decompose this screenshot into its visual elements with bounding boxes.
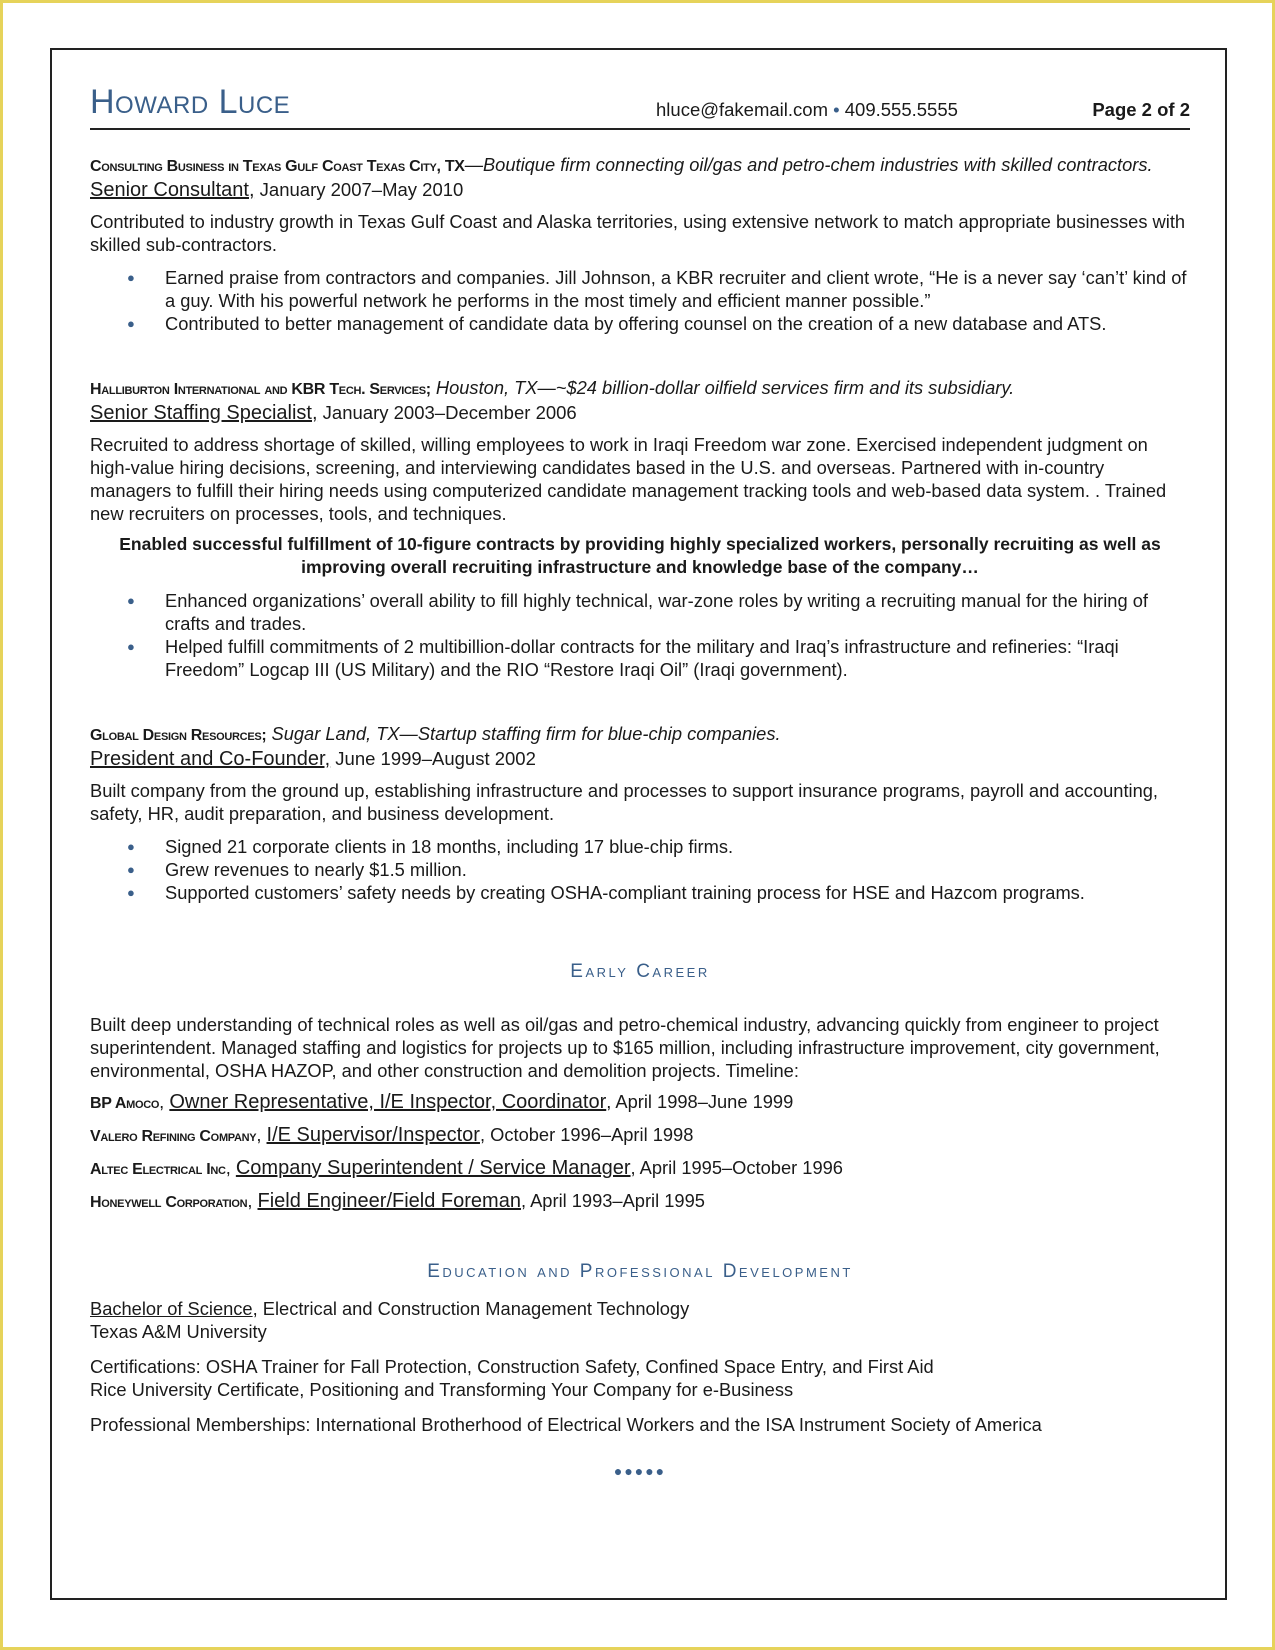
job-title: Field Engineer/Field Foreman bbox=[257, 1190, 521, 1212]
job-dates: January 2003–December 2006 bbox=[317, 402, 577, 423]
timeline-item: BP Amoco, Owner Representative, I/E Inspector, Coordinator, April 1998–June 1999 bbox=[90, 1091, 794, 1113]
job-dates: , April 1998–June 1999 bbox=[606, 1091, 794, 1112]
timeline-item: Honeywell Corporation, Field Engineer/Field Foreman, April 1993–April 1995 bbox=[90, 1190, 705, 1212]
degree-name: Bachelor of Science bbox=[90, 1298, 253, 1319]
timeline-item: Valero Refining Company, I/E Supervisor/Inspector, October 1996–April 1998 bbox=[90, 1124, 694, 1146]
company-name: Valero Refining Company bbox=[90, 1128, 257, 1145]
job-dates: , October 1996–April 1998 bbox=[479, 1124, 694, 1145]
job-title: I/E Supervisor/Inspector bbox=[266, 1124, 480, 1146]
list-item: ● Grew revenues to nearly $1.5 million. bbox=[165, 858, 1190, 881]
school-name: Texas A&M University bbox=[90, 1321, 267, 1342]
candidate-name: Howard Luce bbox=[90, 83, 291, 121]
job-dates: January 2007–May 2010 bbox=[254, 179, 464, 200]
company-name: Honeywell Corporation bbox=[90, 1194, 248, 1211]
achievement-list bbox=[90, 266, 1190, 335]
early-career-summary: Built deep understanding of technical roles as well as oil/gas and petro-chemical industry, advancing quickly from engineer to project superintendent. Managed staffing and logistics for projects up to $165 million, including infrastructure improvement, city government, environmental, OSHA HAZOP, and other construction and demolition projects. Timeline: bbox=[90, 1014, 1160, 1081]
achievement-list bbox=[90, 589, 1190, 681]
timeline-item: Altec Electrical Inc, Company Superintendent / Service Manager, April 1995–October 1996 bbox=[90, 1157, 843, 1179]
job-title: Company Superintendent / Service Manager bbox=[235, 1157, 631, 1179]
memberships: Professional Memberships: International Brotherhood of Electrical Workers and the ISA Instrument Society of America bbox=[90, 1414, 1042, 1435]
phone: 409.555.5555 bbox=[844, 99, 958, 120]
list-item: ● Supported customers’ safety needs by creating OSHA-compliant training process for HSE and Hazcom programs. bbox=[165, 881, 1190, 904]
degree-line bbox=[90, 1297, 1190, 1320]
job-entry bbox=[90, 153, 1190, 335]
list-item: ● Earned praise from contractors and companies. Jill Johnson, a KBR recruiter and client wrote, “He is a never say ‘can’t’ kind of a guy. With his powerful network he performs in the most timely and efficient manner possible.” bbox=[165, 266, 1190, 312]
company-name: BP Amoco bbox=[90, 1095, 160, 1112]
job-dates: , April 1995–October 1996 bbox=[630, 1157, 843, 1178]
job-summary: Recruited to address shortage of skilled, willing employees to work in Iraqi Freedom war zone. Exercised independent judgment on high-value hiring decisions, screening, and interviewing candidates based in the U.S. and overseas. Partnered with in-country managers to fulfill their hiring needs using computerized candidate management tracking tools and web-based data system. . Trained new recruiters on processes, tools, and techniques. bbox=[90, 434, 1167, 524]
email: hluce@fakemail.com bbox=[656, 99, 828, 120]
list-item: ● Signed 21 corporate clients in 18 months, including 17 blue-chip firms. bbox=[165, 835, 1190, 858]
separator-dot: • bbox=[833, 99, 840, 120]
list-item: ● Contributed to better management of candidate data by offering counsel on the creation of a new database and ATS. bbox=[165, 312, 1190, 335]
achievement-list bbox=[90, 835, 1190, 904]
end-ornament: ●●●●● bbox=[613, 1463, 667, 1479]
company-name: Consulting Business in Texas Gulf Coast Texas City, TX bbox=[90, 158, 465, 175]
list-item: ● Enhanced organizations’ overall ability to fill highly technical, war-zone roles by writing a recruiting manual for the hiring of crafts and trades. bbox=[165, 589, 1190, 635]
section-heading-education: Education and Professional Development bbox=[427, 1261, 853, 1282]
job-dates: June 1999–August 2002 bbox=[330, 748, 536, 769]
rice-certificate: Rice University Certificate, Positioning and Transforming Your Company for e-Business bbox=[90, 1379, 794, 1400]
list-item: ● Helped fulfill commitments of 2 multibillion-dollar contracts for the military and Iraq’s infrastructure and refineries: “Iraqi Freedom” Logcap III (US Military) and the RIO “Restore Iraqi Oil” (Iraqi government). bbox=[165, 635, 1190, 681]
page-number: Page 2 of 2 bbox=[1092, 99, 1190, 120]
job-dates: , April 1993–April 1995 bbox=[520, 1190, 705, 1211]
company-description: Houston, TX—~$24 billion-dollar oilfield services firm and its subsidiary. bbox=[430, 377, 1015, 398]
job-summary: Built company from the ground up, establishing infrastructure and processes to support insurance programs, payroll and accounting, safety, HR, audit preparation, and business development. bbox=[90, 780, 1159, 824]
degree-field: , Electrical and Construction Management Technology bbox=[252, 1298, 690, 1319]
job-summary: Contributed to industry growth in Texas Gulf Coast and Alaska territories, using extensive network to match appropriate businesses with skilled sub-contractors. bbox=[90, 211, 1186, 255]
job-entry bbox=[90, 376, 1190, 681]
job-entry bbox=[90, 722, 1190, 904]
company-description: —Boutique firm connecting oil/gas and petro-chem industries with skilled contractors. bbox=[464, 154, 1153, 175]
company-name: Halliburton International and KBR Tech. Services; bbox=[90, 381, 431, 398]
company-name: Altec Electrical Inc bbox=[90, 1161, 226, 1178]
resume-page bbox=[90, 70, 1190, 1483]
job-title: Senior Consultant, bbox=[90, 179, 255, 201]
company-name: Global Design Resources; bbox=[90, 727, 267, 744]
section-heading-early-career: Early Career bbox=[570, 961, 710, 982]
job-title: President and Co-Founder, bbox=[90, 748, 331, 770]
job-title: Senior Staffing Specialist, bbox=[90, 402, 318, 424]
job-title: Owner Representative, I/E Inspector, Coordinator bbox=[169, 1091, 607, 1113]
company-description: Sugar Land, TX—Startup staffing firm for blue-chip companies. bbox=[266, 723, 781, 744]
contact-info bbox=[656, 98, 958, 121]
highlight-statement: Enabled successful fulfillment of 10-figure contracts by providing highly specialized workers, personally recruiting as well as improving overall recruiting infrastructure and knowledge base of the company… bbox=[119, 534, 1161, 577]
resume-header bbox=[90, 70, 1190, 130]
certifications: Certifications: OSHA Trainer for Fall Protection, Construction Safety, Confined Space Entry, and First Aid bbox=[90, 1356, 934, 1377]
